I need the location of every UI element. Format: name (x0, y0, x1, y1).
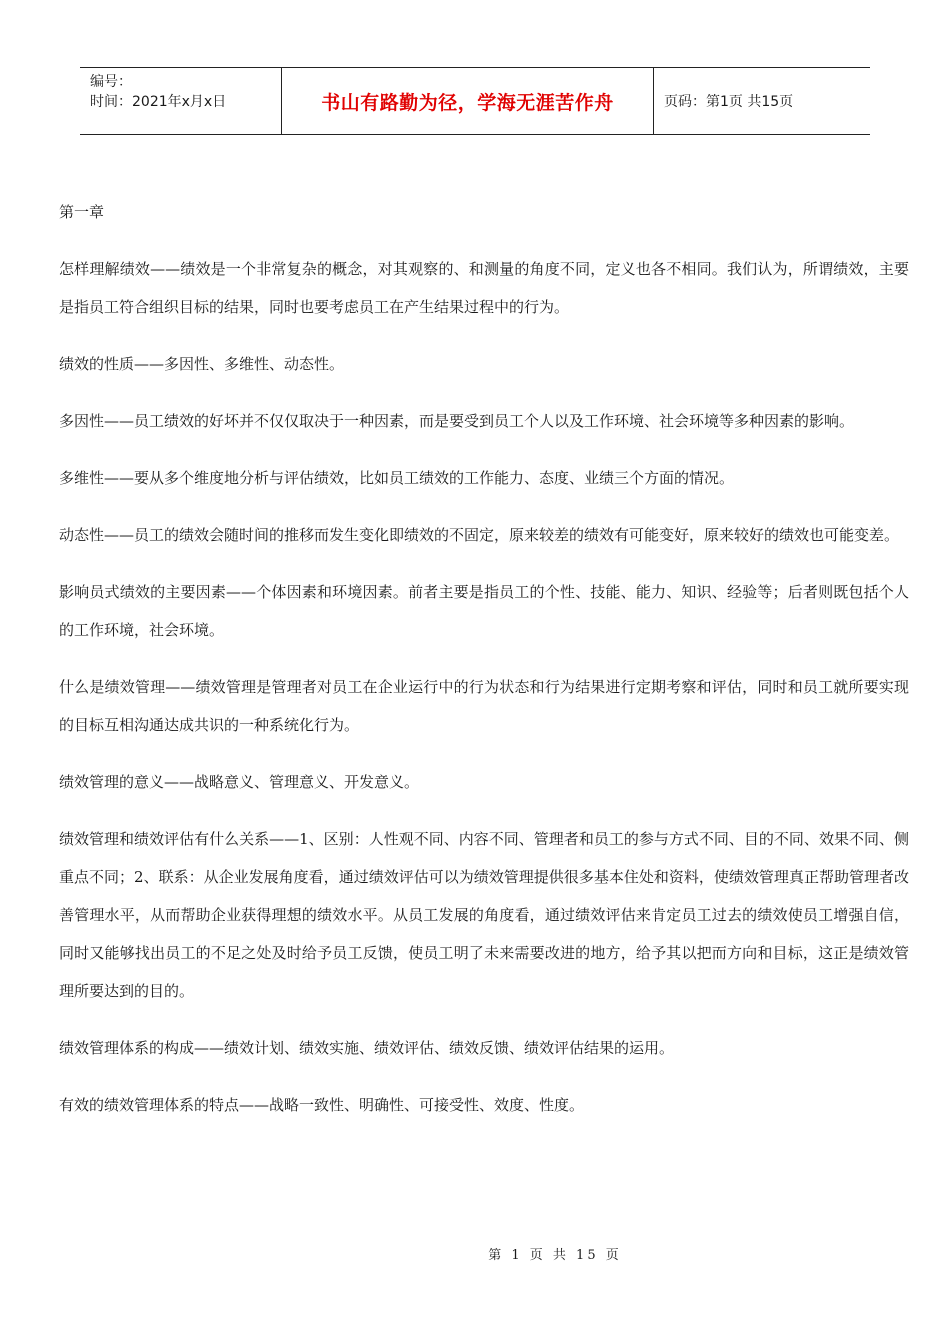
motto-text: 书山有路勤为径，学海无涯苦作舟 (321, 91, 614, 114)
paragraph: 绩效的性质——多因性、多维性、动态性。 (59, 355, 345, 373)
paragraph: 绩效管理体系的构成——绩效计划、绩效实施、绩效评估、绩效反馈、绩效评估结果的运用。 (59, 1039, 675, 1057)
number-label: 编号： (90, 74, 132, 90)
paragraph: 动态性——员工的绩效会随时间的推移而发生变化即绩效的不固定，原来较差的绩效有可能变好，原来较好的绩效也可能变差。 (59, 526, 900, 544)
paragraph: 影响员式绩效的主要因素——个体因素和环境因素。前者主要是指员工的个性、技能、能力、知识、经验等；后者则既包括个人的工作环境，社会环境。 (59, 583, 909, 639)
header-meta-cell (80, 68, 282, 134)
time-label: 时间：2021年x月x日 (90, 94, 227, 110)
page-info-cell (654, 68, 870, 134)
paragraph: 绩效管理和绩效评估有什么关系——1、区别：人性观不同、内容不同、管理者和员工的参与方式不同、目的不同、效果不同、侧重点不同；2、联系：从企业发展角度看，通过绩效评估可以为绩效管理提供很多基本住处和资料，使绩效管理真正帮助管理者改善管理水平，从而帮助企业获得理想的绩效水平。从员工发展的角度看，通过绩效评估来肯定员工过去的绩效使员工增强自信，同时又能够找出员工的不足之处及时给予员工反馈，使员工明了未来需要改进的地方，给予其以把而方向和目标，这正是绩效管理所要达到的目的。 (59, 830, 909, 1000)
paragraph: 绩效管理的意义——战略意义、管理意义、开发意义。 (59, 773, 420, 791)
paragraph: 什么是绩效管理——绩效管理是管理者对员工在企业运行中的行为状态和行为结果进行定期考察和评估，同时和员工就所要实现的目标互相沟通达成共识的一种系统化行为。 (59, 678, 909, 734)
paragraph: 有效的绩效管理体系的特点——战略一致性、明确性、可接受性、效度、性度。 (59, 1096, 585, 1114)
document-body (59, 193, 909, 1143)
footer-page-number: 第 1 页 共 15 页 (488, 1248, 622, 1263)
motto-cell (282, 68, 654, 134)
chapter-title: 第一章 (59, 203, 105, 221)
paragraph: 多因性——员工绩效的好坏并不仅仅取决于一种因素，而是要受到员工个人以及工作环境、社会环境等多种因素的影响。 (59, 412, 855, 430)
document-header (80, 67, 870, 135)
paragraph: 多维性——要从多个维度地分析与评估绩效，比如员工绩效的工作能力、态度、业绩三个方面的情况。 (59, 469, 735, 487)
page-footer (0, 1244, 950, 1263)
paragraph: 怎样理解绩效——绩效是一个非常复杂的概念，对其观察的、和测量的角度不同，定义也各不相同。我们认为，所谓绩效，主要是指员工符合组织目标的结果，同时也要考虑员工在产生结果过程中的行为。 (59, 260, 909, 316)
page-info-text: 页码：第1页 共15页 (664, 94, 794, 110)
